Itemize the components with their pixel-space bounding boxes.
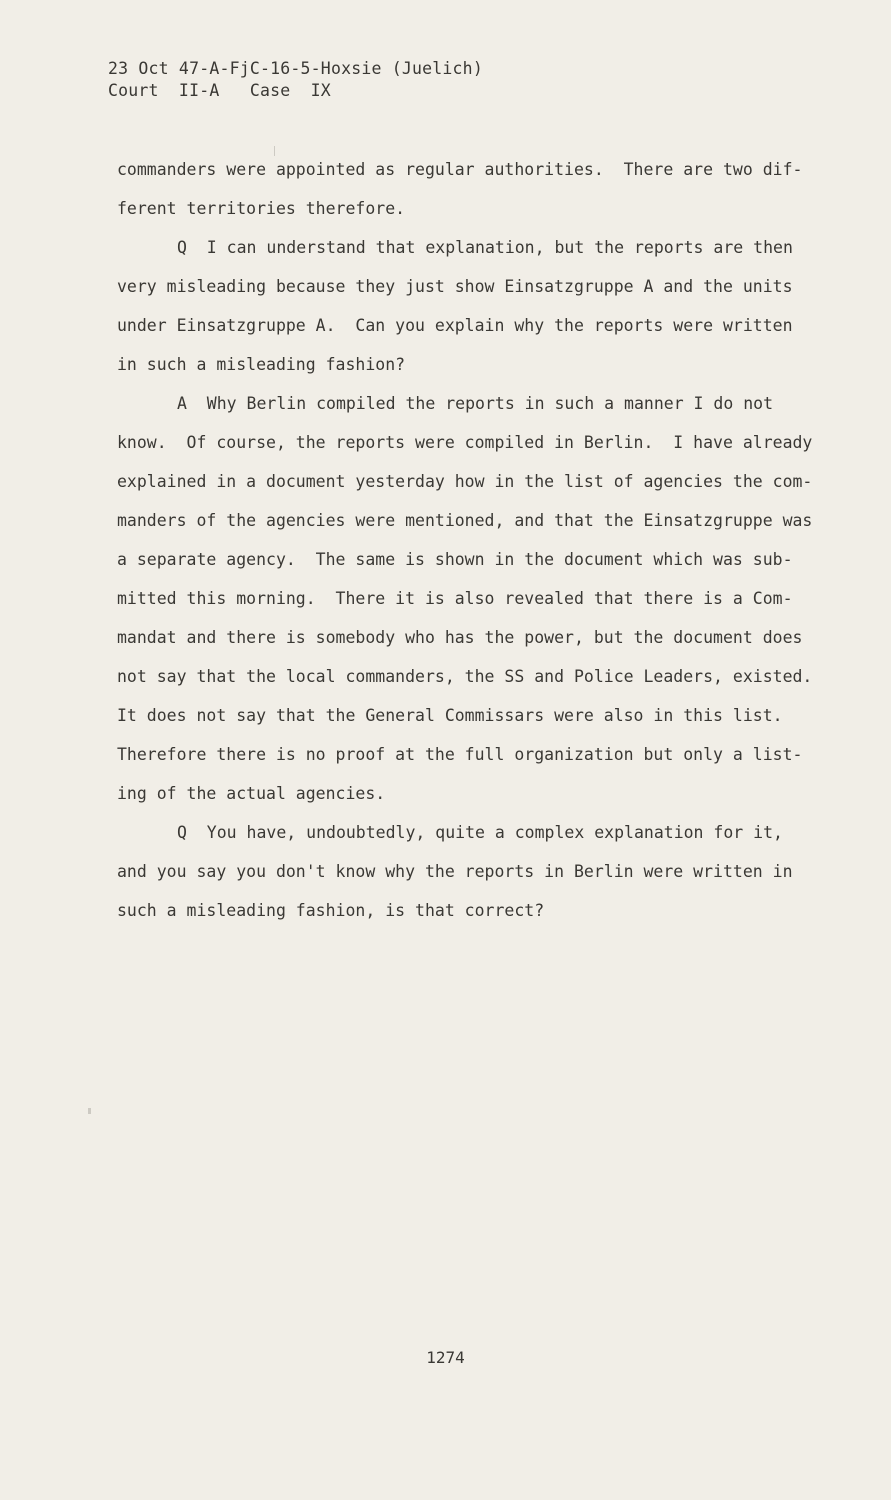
- paper-speck: [274, 146, 275, 156]
- text-line: in such a misleading fashion?: [117, 355, 406, 374]
- header-transcript-ref: 23 Oct 47-A-FjC-16-5-Hoxsie (Juelich): [108, 59, 483, 78]
- text-line: and you say you don't know why the reports in Berlin were written in: [117, 862, 793, 881]
- text-line: ing of the actual agencies.: [117, 784, 386, 803]
- text-line: ferent territories therefore.: [117, 199, 406, 218]
- question-line: Q You have, undoubtedly, quite a complex explanation for it,: [177, 823, 783, 842]
- text-line: explained in a document yesterday how in the list of agencies the com-: [117, 472, 813, 491]
- document-header: [108, 58, 483, 102]
- text-line: a separate agency. The same is shown in the document which was sub-: [117, 550, 793, 569]
- text-line: commanders were appointed as regular authorities. There are two dif-: [117, 160, 803, 179]
- text-line: such a misleading fashion, is that correct?: [117, 901, 545, 920]
- text-line: mitted this morning. There it is also revealed that there is a Com-: [117, 589, 793, 608]
- text-line: Therefore there is no proof at the full organization but only a list-: [117, 745, 803, 764]
- page-number: 1274: [426, 1348, 465, 1367]
- text-line: under Einsatzgruppe A. Can you explain why the reports were written: [117, 316, 793, 335]
- answer-line: A Why Berlin compiled the reports in such a manner I do not: [177, 394, 774, 413]
- text-line: very misleading because they just show Einsatzgruppe A and the units: [117, 277, 793, 296]
- question-line: Q I can understand that explanation, but the reports are then: [177, 238, 793, 257]
- header-court-case: Court II-A Case IX: [108, 81, 331, 100]
- paper-speck: [88, 1108, 91, 1114]
- text-line: It does not say that the General Commissars were also in this list.: [117, 706, 783, 725]
- text-line: not say that the local commanders, the SS and Police Leaders, existed.: [117, 667, 813, 686]
- text-line: manders of the agencies were mentioned, and that the Einsatzgruppe was: [117, 511, 813, 530]
- text-line: know. Of course, the reports were compiled in Berlin. I have already: [117, 433, 813, 452]
- text-line: mandat and there is somebody who has the power, but the document does: [117, 628, 803, 647]
- transcript-body: [117, 150, 813, 930]
